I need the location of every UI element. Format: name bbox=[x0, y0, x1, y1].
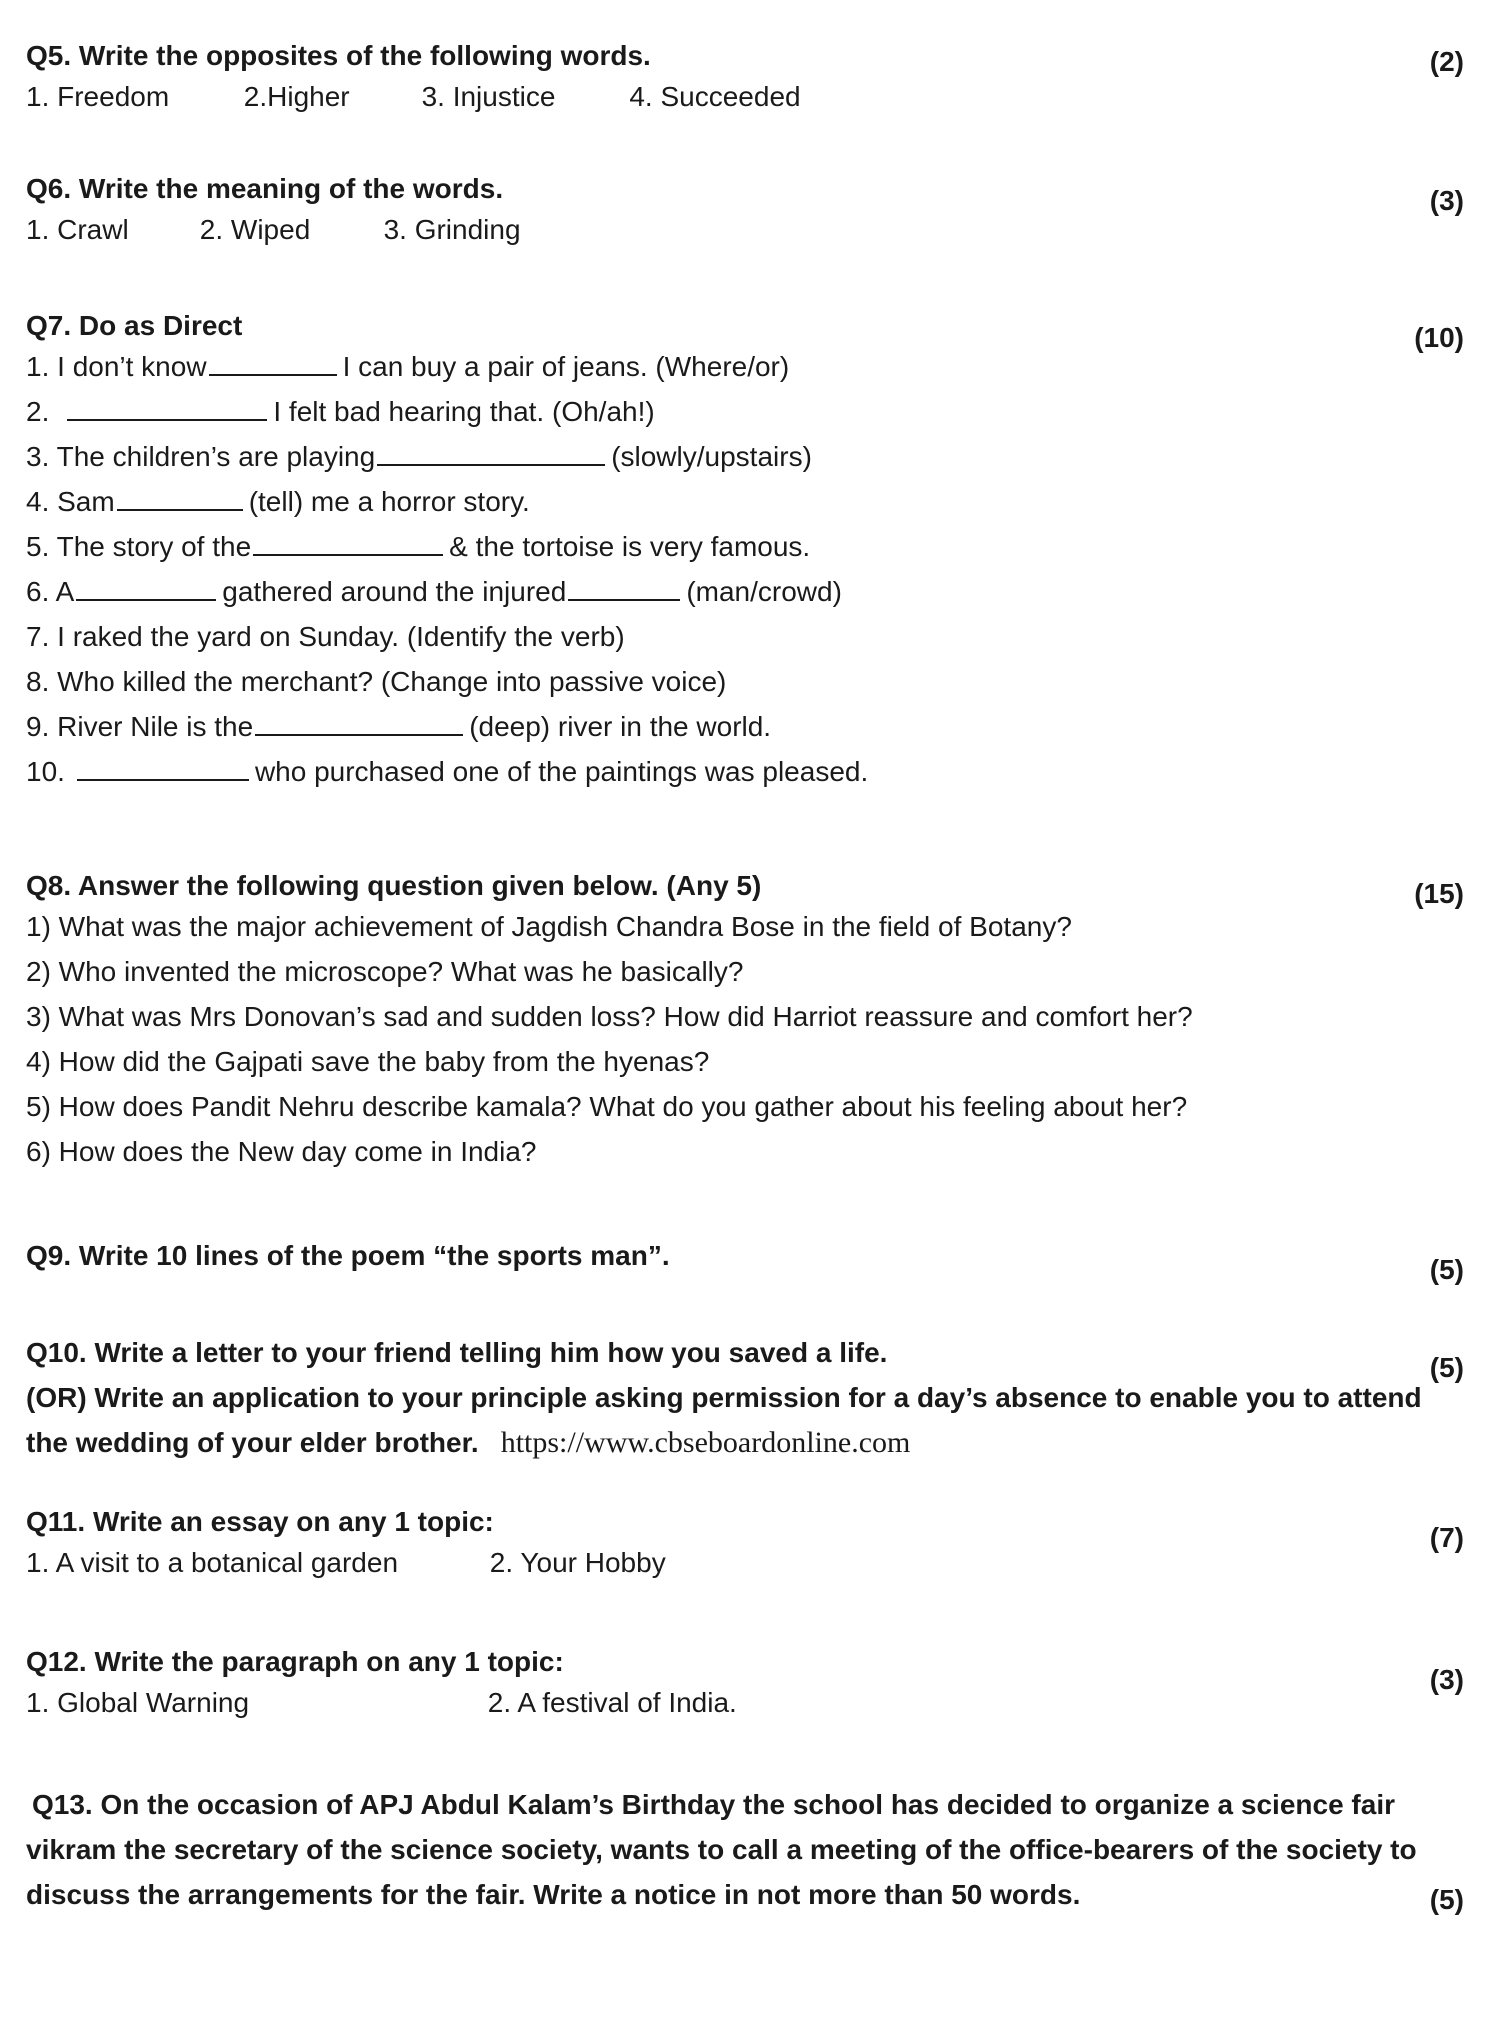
question-6 bbox=[26, 171, 1486, 252]
list-item: 3) What was Mrs Donovan’s sad and sudden loss? How did Harriot reassure and comfort her? bbox=[26, 1001, 1193, 1032]
list-item: 6) How does the New day come in India? bbox=[26, 1136, 537, 1167]
question-13-line: discuss the arrangements for the fair. Write a notice in not more than 50 words. bbox=[26, 1879, 1081, 1910]
question-11-marks: (7) bbox=[1429, 1522, 1464, 1553]
question-5-title: Q5. Write the opposites of the following words. bbox=[26, 40, 651, 71]
question-10-alternative: (OR) Write an application to your principle asking permission for a day’s absence to enable you to attend bbox=[26, 1382, 1422, 1413]
question-7-marks: (10) bbox=[1414, 322, 1464, 353]
list-item: 4) How did the Gajpati save the baby from the hyenas? bbox=[26, 1046, 710, 1077]
list-item: 9. River Nile is the (deep) river in the world. bbox=[26, 711, 772, 742]
item: 2. A festival of India. bbox=[487, 1687, 737, 1718]
list-item: 7. I raked the yard on Sunday. (Identify the verb) bbox=[26, 621, 625, 652]
list-item: 3. The children’s are playing (slowly/upstairs) bbox=[26, 441, 812, 472]
question-6-marks: (3) bbox=[1429, 185, 1464, 216]
question-7 bbox=[26, 308, 1486, 794]
question-10-title: Q10. Write a letter to your friend telling him how you saved a life. bbox=[26, 1337, 888, 1368]
question-13-line: Q13. On the occasion of APJ Abdul Kalam’s Birthday the school has decided to organize a science fair bbox=[32, 1789, 1396, 1820]
answer-blank bbox=[67, 395, 267, 421]
answer-blank bbox=[77, 755, 249, 781]
answer-blank bbox=[568, 575, 680, 601]
list-item: 6. A gathered around the injured (man/crowd) bbox=[26, 576, 842, 607]
item: 1. Global Warning bbox=[26, 1687, 250, 1718]
question-5-items bbox=[26, 74, 1486, 119]
question-6-items bbox=[26, 207, 1486, 252]
list-item: 10. who purchased one of the paintings was pleased. bbox=[26, 756, 869, 787]
question-6-title: Q6. Write the meaning of the words. bbox=[26, 173, 504, 204]
list-item: 5. The story of the & the tortoise is very famous. bbox=[26, 531, 811, 562]
question-13 bbox=[26, 1782, 1486, 1917]
answer-blank bbox=[117, 485, 243, 511]
list-item: 1. I don’t know I can buy a pair of jeans. (Where/or) bbox=[26, 351, 790, 382]
item: 2.Higher bbox=[243, 81, 350, 112]
item: 1. A visit to a botanical garden bbox=[26, 1547, 399, 1578]
answer-blank bbox=[209, 350, 337, 376]
question-11-title: Q11. Write an essay on any 1 topic: bbox=[26, 1506, 494, 1537]
question-10 bbox=[26, 1330, 1486, 1465]
question-11-items bbox=[26, 1540, 1486, 1585]
question-9-title: Q9. Write 10 lines of the poem “the sports man”. bbox=[26, 1240, 670, 1271]
question-8 bbox=[26, 868, 1486, 1174]
item: 3. Injustice bbox=[421, 81, 556, 112]
question-10-marks: (5) bbox=[1429, 1352, 1464, 1383]
question-5 bbox=[26, 38, 1486, 119]
question-11 bbox=[26, 1504, 1486, 1585]
answer-blank bbox=[377, 440, 605, 466]
item: 2. Your Hobby bbox=[489, 1547, 666, 1578]
item: 2. Wiped bbox=[199, 214, 311, 245]
question-8-marks: (15) bbox=[1414, 878, 1464, 909]
answer-blank bbox=[76, 575, 216, 601]
item: 4. Succeeded bbox=[629, 81, 801, 112]
list-item: 5) How does Pandit Nehru describe kamala? What do you gather about his feeling about her? bbox=[26, 1091, 1188, 1122]
question-9-marks: (5) bbox=[1429, 1254, 1464, 1285]
question-12-marks: (3) bbox=[1429, 1664, 1464, 1695]
question-10-alternative-cont: the wedding of your elder brother. https://www.cbseboardonline.com bbox=[26, 1426, 911, 1459]
item: 3. Grinding bbox=[383, 214, 521, 245]
list-item: 2. I felt bad hearing that. (Oh/ah!) bbox=[26, 396, 655, 427]
list-item: 2) Who invented the microscope? What was he basically? bbox=[26, 956, 744, 987]
question-12-items bbox=[26, 1680, 1486, 1725]
item: 1. Crawl bbox=[26, 214, 129, 245]
question-12-title: Q12. Write the paragraph on any 1 topic: bbox=[26, 1646, 564, 1677]
list-item: 4. Sam (tell) me a horror story. bbox=[26, 486, 530, 517]
list-item: 8. Who killed the merchant? (Change into passive voice) bbox=[26, 666, 727, 697]
question-7-title: Q7. Do as Direct bbox=[26, 310, 243, 341]
list-item: 1) What was the major achievement of Jagdish Chandra Bose in the field of Botany? bbox=[26, 911, 1072, 942]
question-12 bbox=[26, 1644, 1486, 1725]
item: 1. Freedom bbox=[26, 81, 170, 112]
answer-blank bbox=[253, 530, 443, 556]
question-9 bbox=[26, 1238, 1486, 1285]
question-13-line: vikram the secretary of the science society, wants to call a meeting of the office-bearers of the society to bbox=[26, 1834, 1417, 1865]
answer-blank bbox=[255, 710, 463, 736]
watermark-url: https://www.cbseboardonline.com bbox=[500, 1426, 911, 1459]
question-8-title: Q8. Answer the following question given below. (Any 5) bbox=[26, 870, 762, 901]
question-13-marks: (5) bbox=[1429, 1884, 1464, 1915]
question-5-marks: (2) bbox=[1429, 46, 1464, 77]
